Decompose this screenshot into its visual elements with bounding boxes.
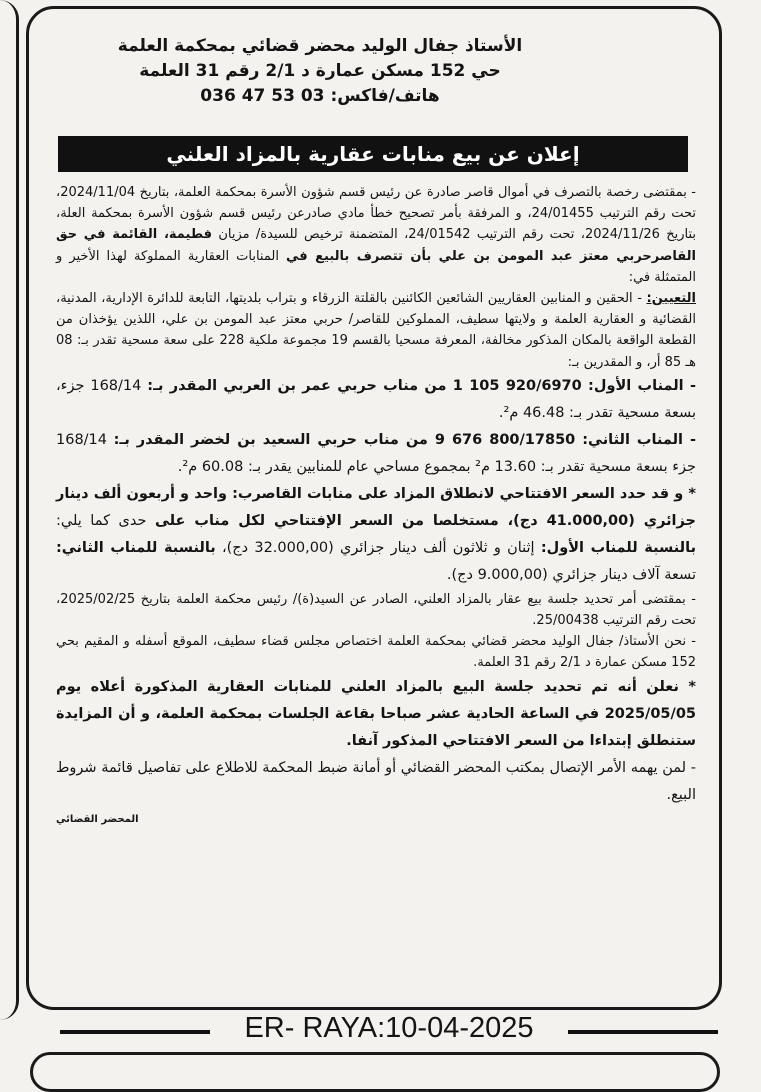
phone-number: 036 47 53 03 [200, 86, 325, 106]
footer-rule-right [568, 1030, 718, 1034]
paragraph-designation: التعيين: - الحقين و المنابين العقاريين الشائعين الكائنين بالقلتة الزرقاء و بتراب بلديتها، التابعة للدائرة الإدارية، المدنية، القضائية و العقارية العلمة و ولايتها سطيف، المملوكين للقاصر/ حربي معتز عبد المومن بن علي، اللذين يؤخذان من القطعة الواقعة بالمكان المذكور مخالفة، المعرفة مسحيا بالقسم 19 مجموعة ملكية 228 على سعة مسحية تقدر بـ: 08 هـ 85 أر، و المقدرين بـ: [56, 291, 696, 370]
phone-label: هاتف/فاكس: [330, 86, 440, 106]
signature: المحضر القضائي [56, 813, 139, 825]
bailiff-header [60, 34, 580, 109]
newspaper-date: ER- RAYA:10-04-2025 [244, 1012, 534, 1044]
newspaper-footer [0, 1010, 761, 1054]
bailiff-address: حي 152 مسكن عمارة د 2/1 رقم 31 العلمة [139, 61, 501, 81]
footer-rule-left [60, 1030, 210, 1034]
announcement-body [56, 182, 696, 831]
adjacent-ad-border [0, 0, 19, 1020]
announcement-title: إعلان عن بيع منابات عقارية بالمزاد العلني [58, 136, 688, 172]
paragraph-share-two: - المناب الثاني: 800/17850 676 9 من مناب حربي السعيد بن لخضر المقدر بـ: 168/14 جزء بسعة مسحية تقدر بـ: 13.60 م² بمجموع مساحي عام للمنابين يقدر بـ: 60.08 م². [56, 431, 696, 475]
paragraph-bailiff: - نحن الأستاذ/ جفال الوليد محضر قضائي بمحكمة العلمة اختصاص مجلس قضاء سطيف، الموقع أسفله و المقيم بحي 152 مسكن عمارة د 2/1 رقم 31 العلمة. [56, 634, 696, 671]
paragraph-authorization: - بمقتضى رخصة بالتصرف في أموال قاصر صادرة عن رئيس قسم شؤون الأسرة بمحكمة العلمة، بتاريخ 2024/11/04، تحت رقم الترتيب 24/01455، و المرفقة بأمر تصحيح خطأ مادي صادرعن رئيس قسم شؤون الأسرة بمحكمة العلة، بتاريخ 2024/11/26، تحت رقم الترتيب 24/01542، المتضمنة ترخيص للسيدة/ مزيان فطيمة، القائمة في حق القاصرحربي معتز عبد المومن بن علي بأن تتصرف بالبيع في المنابات العقارية المملوكة لهذا الأخير و المتمثلة في: [56, 185, 697, 285]
paragraph-auction-date: * نعلن أنه تم تحديد جلسة البيع بالمزاد العلني للمنابات العقارية المذكورة أعلاه يوم 2025/05/05 في الساعة الحادية عشر صباحا بقاعة الجلسات بمحكمة العلمة، و أن المزايدة ستنطلق إبتداءا من السعر الافتتاحي المذكور آنفا. [56, 678, 696, 749]
designation-label: التعيين: [646, 291, 696, 307]
next-ad-border [30, 1052, 720, 1092]
bailiff-phone [60, 84, 580, 109]
paragraph-session-order: - بمقتضى أمر تحديد جلسة بيع عقار بالمزاد العلني، الصادر عن السيد(ة)/ رئيس محكمة العلمة بتاريخ 2025/02/25، تحت رقم الترتيب 25/00438. [56, 591, 696, 629]
paragraph-opening-price: * و قد حدد السعر الافتتاحي لانطلاق المزاد على منابات القاصرب: واحد و أربعون ألف دينار جزائري (41.000,00 دج)، مستخلصا من السعر الإفتتاحي لكل مناب على حدى كما يلي: بالنسبة للمناب الأول: إثنان و ثلاثون ألف دينار جزائري (32.000,00 دج)، بالنسبة للمناب الثاني: تسعة آلاف دينار جزائري (9.000,00 دج). [56, 485, 697, 583]
bailiff-name: الأستاذ جفال الوليد محضر قضائي بمحكمة العلمة [117, 36, 523, 56]
paragraph-contact: - لمن يهمه الأمر الإتصال بمكتب المحضر القضائي أو أمانة ضبط المحكمة للاطلاع على تفاصيل قائمة شروط البيع. [56, 759, 696, 803]
paragraph-share-one: - المناب الأول: 920/6970 105 1 من مناب حربي عمر بن العربي المقدر بـ: 168/14 جزء، بسعة مسحية تقدر بـ: 46.48 م². [56, 377, 696, 421]
